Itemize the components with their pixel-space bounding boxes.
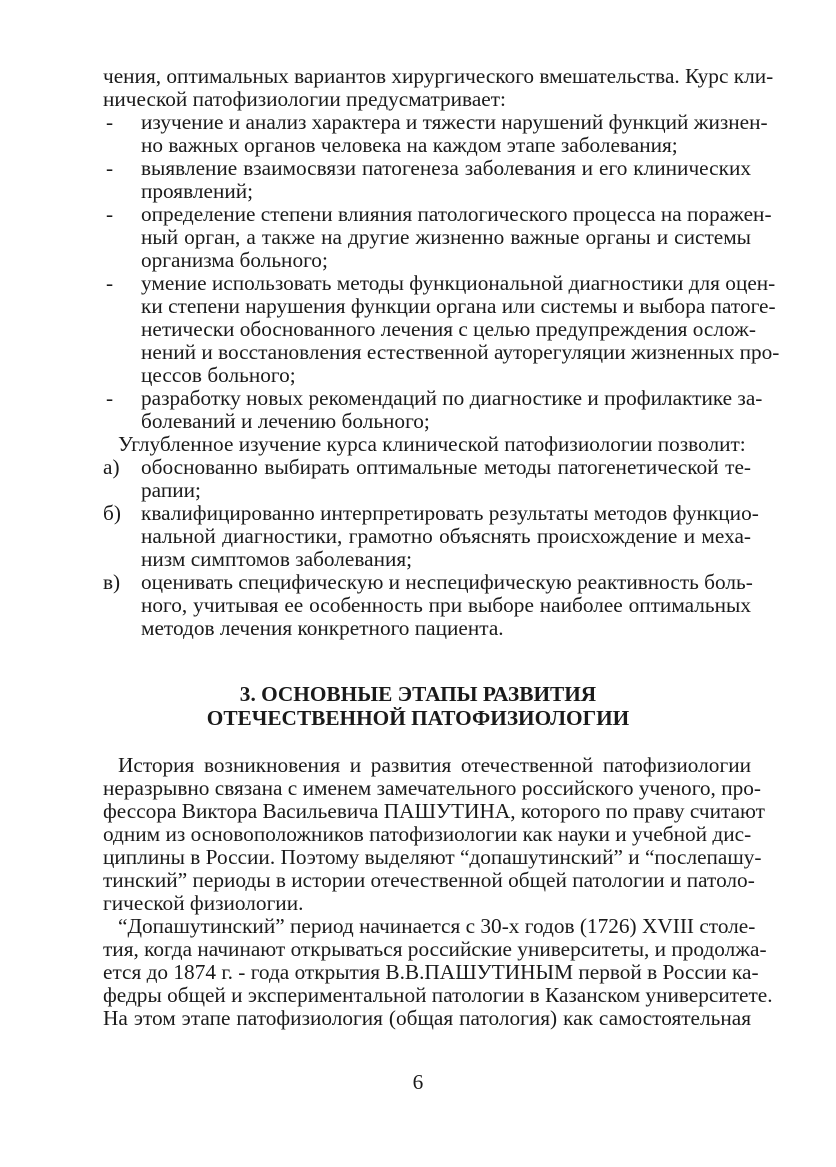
intro-line: чения, оптимальных вариантов хирургического вмешательства. Курс кли- [103, 64, 774, 88]
bullet-line: нений и восстановления естественной ауторегуляции жизненных про- [141, 340, 780, 364]
list-marker: в) [103, 570, 121, 594]
lettered-line: методов лечения конкретного пациента. [141, 616, 504, 640]
lettered-line: рапии; [141, 478, 201, 502]
bullet-line: проявлений; [141, 179, 254, 203]
paragraph-line: ется до 1874 г. - года открытия В.В.ПАШУТИНЫМ первой в России ка- [103, 960, 759, 984]
bullet-line: организма больного; [141, 248, 328, 272]
lettered-line: низм симптомов заболевания; [141, 547, 413, 571]
lettered-line: оценивать специфическую и неспецифическую реактивность боль- [141, 570, 753, 594]
lettered-line: обоснованно выбирать оптимальные методы патогенетической те- [141, 455, 751, 479]
paragraph-line: циплины в России. Поэтому выделяют “допашутинский” и “послепашу- [103, 845, 762, 869]
bullet-marker: - [106, 156, 114, 180]
bullet-line: ки степени нарушения функции органа или системы и выбора патоге- [141, 294, 776, 318]
bullet-line: изучение и анализ характера и тяжести нарушений функций жизнен- [141, 110, 768, 134]
bullet-marker: - [106, 386, 114, 410]
paragraph-line: тинский” периоды в истории отечественной общей патологии и патоло- [103, 868, 755, 892]
list-marker: б) [103, 501, 121, 525]
bullet-line: разработку новых рекомендаций по диагностике и профилактике за- [141, 386, 763, 410]
bullet-marker: - [106, 110, 114, 134]
paragraph-line: История возникновения и развития отечественной патофизиологии [118, 753, 751, 777]
page-number: 6 [412, 1070, 424, 1094]
paragraph-line: федры общей и экспериментальной патологии в Казанском университете. [103, 983, 773, 1007]
bullet-line: ный орган, а также на другие жизненно важные органы и системы [141, 225, 751, 249]
bullet-line: цессов больного; [141, 363, 296, 387]
paragraph-line: На этом этапе патофизиология (общая патология) как самостоятельная [103, 1006, 751, 1030]
lettered-line: нальной диагностики, грамотно объяснять происхождение и меха- [141, 524, 751, 548]
bullet-line: выявление взаимосвязи патогенеза заболевания и его клинических [141, 156, 751, 180]
paragraph-line: гической физиологии. [103, 891, 304, 915]
bullet-line: нетически обоснованного лечения с целью предупреждения ослож- [141, 317, 756, 341]
lettered-line: квалифицированно интерпретировать результаты методов функцио- [141, 501, 759, 525]
lettered-line: ного, учитывая ее особенность при выборе наиболее оптимальных [141, 593, 751, 617]
paragraph-line: тия, когда начинают открываться российские университеты, и продолжа- [103, 937, 767, 961]
bullet-line: но важных органов человека на каждом этапе заболевания; [141, 133, 678, 157]
section-heading: ОТЕЧЕСТВЕННОЙ ПАТОФИЗИОЛОГИИ [206, 706, 630, 730]
lead-line: Углубленное изучение курса клинической патофизиологии позволит: [118, 432, 746, 456]
paragraph-line: неразрывно связана с именем замечательного российского ученого, про- [103, 776, 761, 800]
bullet-line: болеваний и лечению больного; [141, 409, 430, 433]
bullet-line: определение степени влияния патологического процесса на поражен- [141, 202, 772, 226]
paragraph-line: одним из основоположников патофизиологии как науки и учебной дис- [103, 822, 752, 846]
bullet-marker: - [106, 271, 114, 295]
section-heading: 3. ОСНОВНЫЕ ЭТАПЫ РАЗВИТИЯ [239, 682, 597, 706]
paragraph-line: “Допашутинский” период начинается с 30-х годов (1726) XVIII столе- [118, 914, 756, 938]
intro-line: нической патофизиологии предусматривает: [103, 87, 506, 111]
paragraph-line: фессора Виктора Васильевича ПАШУТИНА, которого по праву считают [103, 799, 765, 823]
list-marker: а) [103, 455, 120, 479]
bullet-marker: - [106, 202, 114, 226]
bullet-line: умение использовать методы функциональной диагностики для оцен- [141, 271, 776, 295]
